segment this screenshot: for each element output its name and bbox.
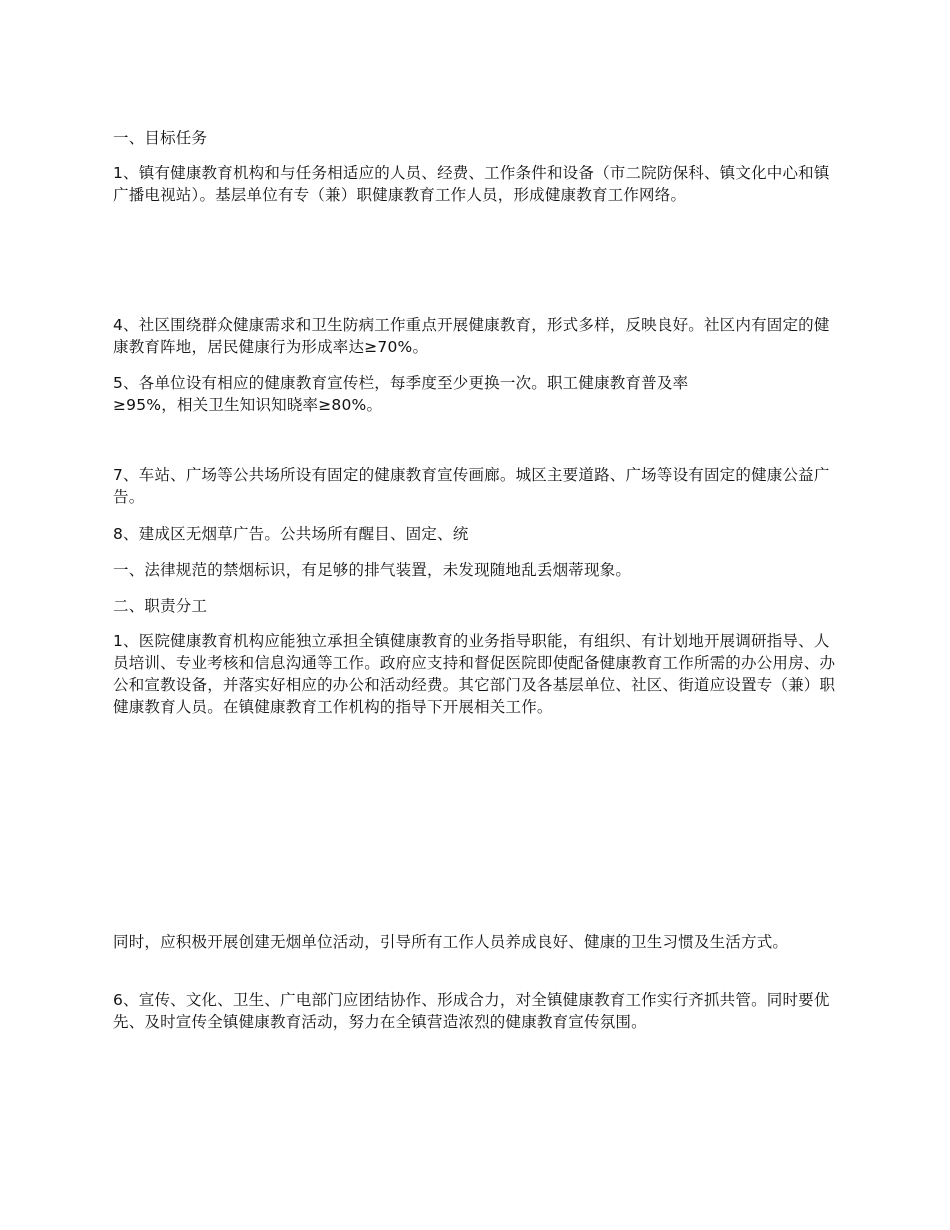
paragraph-duty-1: 1、医院健康教育机构应能独立承担全镇健康教育的业务指导职能，有组织、有计划地开展调研指导、人员培训、专业考核和信息沟通等工作。政府应支持和督促医院即使配备健康教育工作所需的办公用房、办公和宣教设备，并落实好相应的办公和活动经费。其它部门及各基层单位、社区、街道应设置专（兼）职健康教育人员。在镇健康教育工作机构的指导下开展相关工作。 bbox=[113, 632, 836, 716]
paragraph-item-5: 5、各单位设有相应的健康教育宣传栏，每季度至少更换一次。职工健康教育普及率 ≥95%，相关卫生知识知晓率≥80%。 bbox=[113, 374, 689, 414]
paragraph-item-8: 8、建成区无烟草广告。公共场所有醒目、固定、统 bbox=[113, 525, 469, 543]
paragraph-item-7: 7、车站、广场等公共场所设有固定的健康教育宣传画廊。城区主要道路、广场等设有固定的健康公益广告。 bbox=[113, 466, 830, 506]
section-heading-duties: 二、职责分工 bbox=[113, 597, 208, 615]
paragraph-law-signs: 一、法律规范的禁烟标识，有足够的排气装置，未发现随地乱丢烟蒂现象。 bbox=[113, 561, 632, 579]
paragraph-duty-6: 6、宣传、文化、卫生、广电部门应团结协作、形成合力，对全镇健康教育工作实行齐抓共管。同时要优先、及时宣传全镇健康教育活动，努力在全镇营造浓烈的健康教育宣传氛围。 bbox=[113, 991, 830, 1031]
paragraph-item-1: 1、镇有健康教育机构和与任务相适应的人员、经费、工作条件和设备（市二院防保科、镇文化中心和镇广播电视站）。基层单位有专（兼）职健康教育工作人员，形成健康教育工作网络。 bbox=[113, 164, 830, 204]
section-heading-goals: 一、目标任务 bbox=[113, 129, 208, 147]
paragraph-smoke-free: 同时，应积极开展创建无烟单位活动，引导所有工作人员养成良好、健康的卫生习惯及生活方式。 bbox=[113, 933, 789, 951]
paragraph-item-4: 4、社区围绕群众健康需求和卫生防病工作重点开展健康教育，形式多样，反映良好。社区内有固定的健康教育阵地，居民健康行为形成率达≥70%。 bbox=[113, 316, 830, 356]
